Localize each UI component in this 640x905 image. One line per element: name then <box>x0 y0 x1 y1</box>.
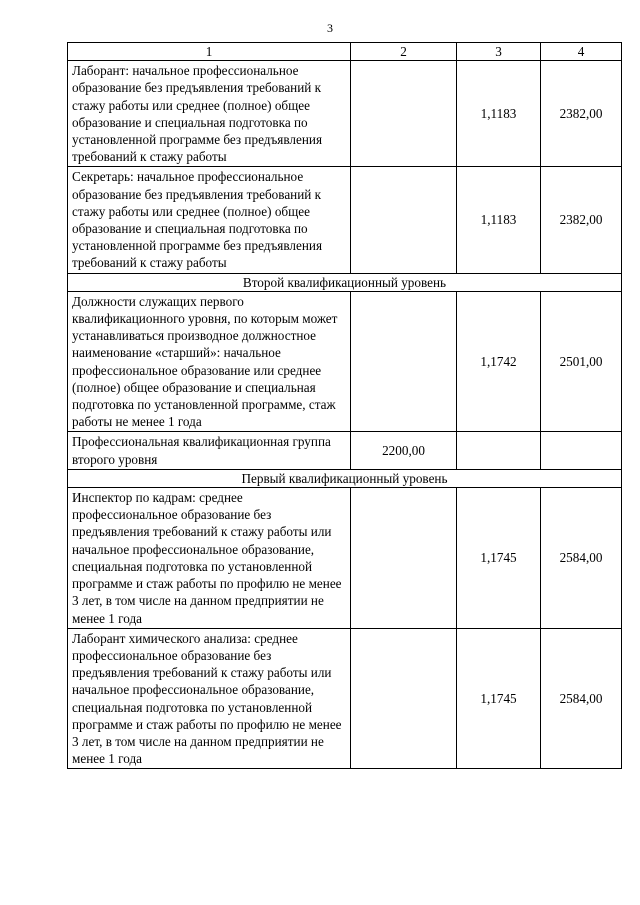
column-header-2: 2 <box>351 43 457 61</box>
base-salary-cell <box>351 488 457 629</box>
coefficient-cell <box>457 432 541 469</box>
base-salary-cell <box>351 291 457 432</box>
salary-cell: 2501,00 <box>541 291 622 432</box>
table-row <box>68 61 622 167</box>
table-header-row <box>68 43 622 61</box>
salary-cell <box>541 432 622 469</box>
table-row <box>68 488 622 629</box>
table-row <box>68 291 622 432</box>
salary-cell: 2382,00 <box>541 61 622 167</box>
column-header-1: 1 <box>68 43 351 61</box>
base-salary-cell: 2200,00 <box>351 432 457 469</box>
position-description: Инспектор по кадрам: среднее профессиональное образование без предъявления требований к стажу работы или начальное профессиональное образование, специальная подготовка по установленной программе и стаж работы по профилю не менее 3 лет, в том числе на данном предприятии не менее 1 года <box>68 488 351 629</box>
base-salary-cell <box>351 61 457 167</box>
coefficient-cell: 1,1183 <box>457 167 541 273</box>
salary-cell: 2584,00 <box>541 628 622 769</box>
base-salary-cell <box>351 167 457 273</box>
group-description: Профессиональная квалификационная группа второго уровня <box>68 432 351 469</box>
section-heading: Второй квалификационный уровень <box>68 273 622 291</box>
column-header-4: 4 <box>541 43 622 61</box>
table-row <box>68 167 622 273</box>
section-heading: Первый квалификационный уровень <box>68 469 622 487</box>
coefficient-cell: 1,1745 <box>457 628 541 769</box>
coefficient-cell: 1,1742 <box>457 291 541 432</box>
coefficient-cell: 1,1745 <box>457 488 541 629</box>
salary-cell: 2584,00 <box>541 488 622 629</box>
position-description: Лаборант химического анализа: среднее профессиональное образование без предъявления требований к стажу работы или начальное профессиональное образование, специальная подготовка по установленной программе и стаж работы по профилю не менее 3 лет, в том числе на данном предприятии не менее 1 года <box>68 628 351 769</box>
section-row <box>68 469 622 487</box>
page-number: 3 <box>327 21 333 35</box>
table-row <box>68 432 622 469</box>
coefficient-cell: 1,1183 <box>457 61 541 167</box>
base-salary-cell <box>351 628 457 769</box>
salary-table <box>67 42 622 769</box>
position-description: Секретарь: начальное профессиональное образование без предъявления требований к стажу работы или среднее (полное) общее образование и специальная подготовка по установленной программе без предъявления требований к стажу работы <box>68 167 351 273</box>
position-description: Должности служащих первого квалификационного уровня, по которым может устанавливаться производное должностное наименование «старший»: начальное профессиональное образование или среднее (полное) общее образование и специальная подготовка по установленной программе, стаж работы не менее 1 года <box>68 291 351 432</box>
position-description: Лаборант: начальное профессиональное образование без предъявления требований к стажу работы или среднее (полное) общее образование и специальная подготовка по установленной программе без предъявления требований к стажу работы <box>68 61 351 167</box>
table-row <box>68 628 622 769</box>
column-header-3: 3 <box>457 43 541 61</box>
salary-cell: 2382,00 <box>541 167 622 273</box>
section-row <box>68 273 622 291</box>
